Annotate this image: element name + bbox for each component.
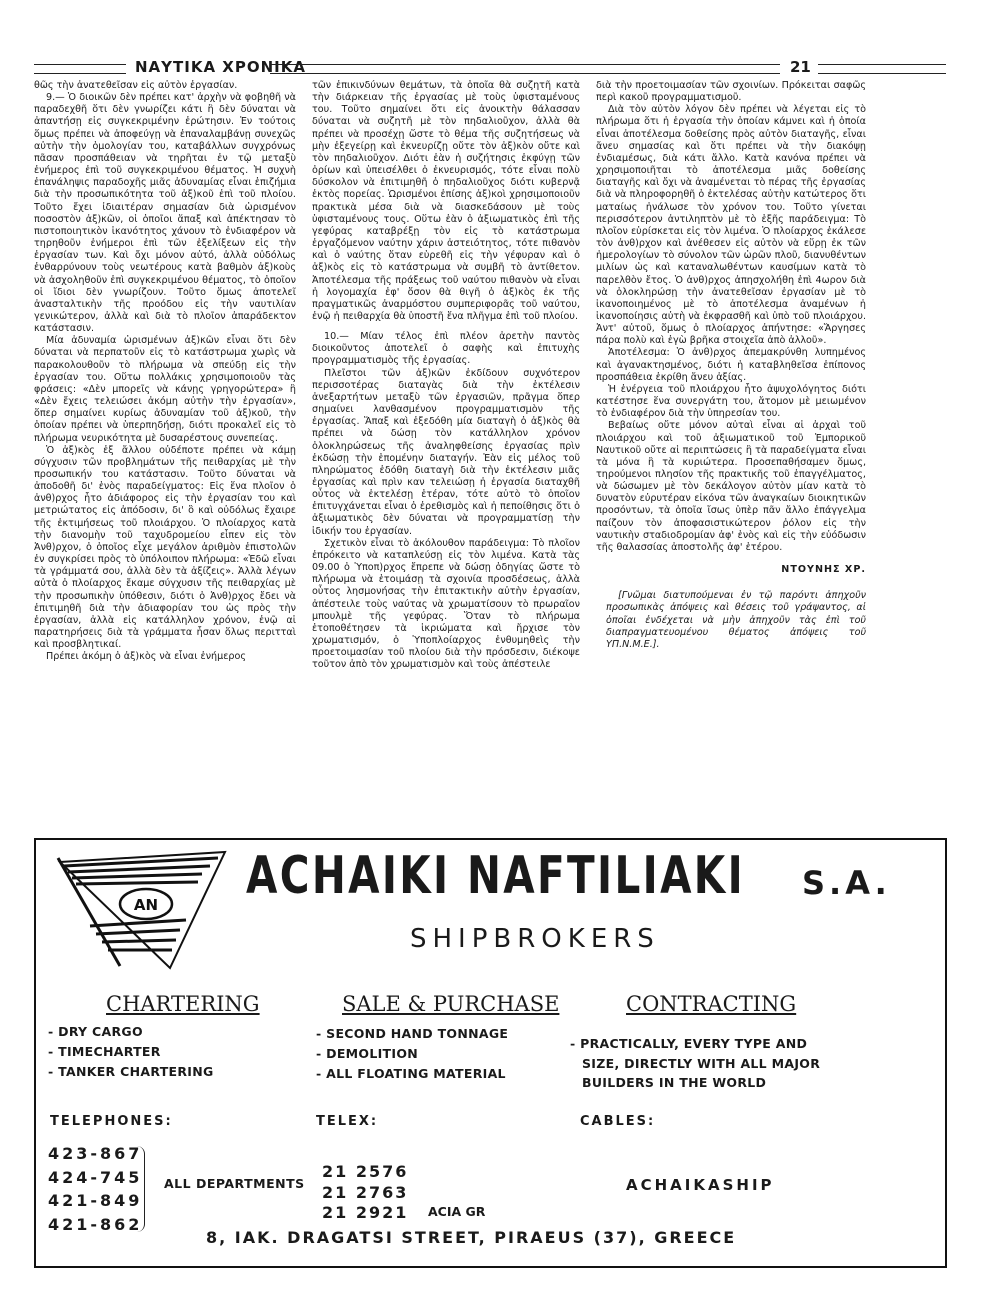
all-departments: ALL DEPARTMENTS <box>164 1176 305 1191</box>
telex-numbers <box>322 1162 408 1224</box>
paragraph: Μία ἀδυναμία ὡρισμένων ἀξ)κῶν εἶναι ὅτι δὲν δύναται νὰ περπατοῦν εἰς τὸ κατάστρωμα χωρὶς νὰ παρακολουθοῦν τὸ πλήρωμα νὰ σπεύδῃ εἰς τὴν ἐργασίαν του. Οὕτω πολλάκις χρησιμοποιοῦν τὰς φράσεις: «Δὲν μπορεῖς νὰ κάνῃς γρηγορώτερα» ἢ «Δὲν ἔχεις τελειώσει ἀκόμη αὐτὴν τὴν ἐργασίαν», ὅπερ σημαίνει κυρίως ἀδυναμίαν τοῦ ἀξ)κοῦ, τὴν ὁποίαν πρέπει νὰ ὑπερπηδήσῃ, διότι προκαλεῖ εἰς τὸ πλήρωμα νευρικότητα μὲ δυσαρέστους συνεπείας. <box>34 335 296 444</box>
telephone-numbers <box>48 1142 142 1236</box>
paragraph: Ἡ ἐνέργεια τοῦ πλοιάρχου ἦτο ἀψυχολόγητος διότι κατέστησε ἕνα συνεργάτη του, ἄτομον μὲ μειωμένον τὸ ἐνδιαφέρον διὰ τὴν ὑπηρεσίαν του. <box>596 383 866 420</box>
list-item: - TANKER CHARTERING <box>48 1064 214 1084</box>
telex-answerback: ACIA GR <box>428 1204 486 1219</box>
chartering-list <box>48 1024 214 1084</box>
contracting-heading: CONTRACTING <box>626 992 797 1016</box>
paragraph: Σχετικὸν εἶναι τὸ ἀκόλουθον παράδειγμα: Τὸ πλοῖον ἐπρόκειτο νὰ καταπλεύσῃ εἰς τὸν λιμένα. Κατὰ τὰς 09.00 ὁ Ὑποπ)ρχος ἔπρεπε νὰ δώσῃ ὁδηγίας ὥστε τὸ πλήρωμα νὰ ἑτοιμάσῃ τὰ σχοινία προσδέσεως, ἀλλὰ οὗτος λησμονήσας τὴν ἐπιτακτικὴν αὐτὴν ἐργασίαν, ἀπέστειλε τοὺς ναύτας νὰ χρωματίσουν τὸ πρωραῖον μπουλμὲ τῆς γεφύρας. Ὅταν τὸ πλήρωμα ἑτοποθέτησεν τὰ ἰκριώματα καὶ ἤρχισε τὸν χρωματισμόν, ὁ Ὑποπλοίαρχος ἐνθυμηθεὶς τὴν προετοιμασίαν τοῦ πλοίου διὰ τὴν πρόσδεσιν, διέκοψε τοῦτον ἀπὸ τὸν χρωματισμὸν καὶ τοὺς ἀπέστειλε <box>312 537 580 671</box>
list-item: - DRY CARGO <box>48 1024 214 1044</box>
page-number: 21 <box>790 58 811 76</box>
telex-label: TELEX: <box>316 1114 379 1129</box>
paragraph: Διὰ τὸν αὐτὸν λόγον δὲν πρέπει νὰ λέγεται εἰς τὸ πλήρωμα ὅτι ἡ ἐργασία τὴν ὁποίαν κάμνει καὶ ἡ ὁποία εἶναι ἀποτέλεσμα δοθείσης πρὸς αὐτὸν διαταγῆς, εἶναι ἄνευ σημασίας καὶ ὅτι πρέπει νὰ τὴν διακόψῃ ἐνδιαμέσως, διὰ κάτι ἄλλο. Κατὰ κανόνα πρέπει νὰ χρησιμοποιῆται τὸ ἀποτέλεσμα μιᾶς δοθείσης διαταγῆς καὶ ὄχι νὰ ἀναμένεται τὸ πέρας τῆς ἐργασίας διὰ νὰ πληροφορηθῆ ὁ ἐκτελέσας αὐτὴν κατώτερος ὅτι ματαίως ἠνάλωσε τὸν χρόνον του. Τοῦτο γίνεται περισσότερον ἀντιληπτὸν μὲ τὸ ἑξῆς παράδειγμα: Τὸ πλοῖον εὑρίσκεται εἰς τὸν λιμένα. Ὁ πλοίαρχος ἐκάλεσε τὸν ἀνθ)ρχον καὶ ἀνέθεσεν εἰς αὐτὸν νὰ εὕρῃ ἐκ τῶν ἡμερολογίων τὸ σύνολον τῶν ὡρῶν πλοῦ, διανυθέντων μιλίων ὡς καὶ καταναλωθέντων καυσίμων κατὰ τὸ παρελθὸν ἔτος. Ὁ ἀνθ)ρχος ἀπησχολήθη ἐπὶ 4ωρον διὰ νὰ ὁλοκληρώσῃ τὴν ἀνατεθεῖσαν ἐργασίαν μὲ τὸ ἱκανοποιημένος μὲ τὸ ἀποτέλεσμα ἀναμένων ἡ ἱκανοποίησις αὐτὴ νὰ ἐκφρασθῆ καὶ ὑπὸ τοῦ πλοιάρχου. Ἀντ' αὐτοῦ, ὅμως ὁ πλοίαρχος ἀπήντησε: «Ἄργησες πάρα πολὺ καὶ ἐγὼ βρῆκα στοιχεῖα ἀπὸ ἀλλοῦ». <box>596 104 866 347</box>
text-column-3 <box>596 80 866 651</box>
paragraph: Ὁ ἀξ)κὸς ἐξ ἄλλου οὐδέποτε πρέπει νὰ κάμῃ σύγχυσιν τῶν προβλημάτων τῆς πειθαρχίας μὲ τὴν προσωπικήν του κατάστασιν. Τοῦτο δύναται νὰ ἀποδοθῆ δι' ἑνὸς παραδείγματος: Εἰς ἕνα πλοῖον ὁ ἀνθ)ρχος ἦτο ἀδιάφορος εἰς τὴν ἐργασίαν του καὶ μετριώτατος εἰς ἀπόδοσιν, δι' ὃ καὶ οὐδόλως ἔχαιρε τῆς ἐκτιμήσεως τοῦ πλοιάρχου. Ὁ πλοίαρχος κατὰ τὴν διανομὴν τοῦ ταχυδρομείου εἶπεν εἰς τὸν Ἀνθ)ρχον, ὁ ὁποῖος εἶχε μεγάλον ἀριθμὸν ἐπιστολῶν ἐν συγκρίσει πρὸς τὸ ὑπόλοιπον πλήρωμα: «Ἐδῶ εἶναι τὰ γράμματά σου, ἀλλὰ δὲν τὰ ἀξίζεις». Ἀλλὰ λέγων αὐτὰ ὁ πλοίαρχος ἔκαμε σύγχυσιν τῆς πειθαρχίας μὲ τὴν προσωπικὴν ὑπόθεσιν, διότι ὁ Ἀνθ)ρχος ἔδει νὰ ἐπιτιμηθῆ διὰ τὴν ἀδιαφορίαν του ὡς πρὸς τὴν ἐργασίαν, ἀλλὰ εἰς κατάλληλον χρόνον, ἐνῷ αἱ παρατηρήσεις διὰ τὰ γράμματα ἦσαν ὅλως περιτταὶ καὶ προσβλητικαί. <box>34 444 296 651</box>
list-item: - TIMECHARTER <box>48 1044 214 1064</box>
sale-purchase-heading: SALE & PURCHASE <box>342 992 560 1016</box>
logo-monogram: AN <box>133 896 159 914</box>
telephones-label: TELEPHONES: <box>50 1114 173 1129</box>
list-item: - DEMOLITION <box>316 1046 508 1066</box>
street-address: 8, IAK. DRAGATSI STREET, PIRAEUS (37), GREECE <box>206 1228 737 1247</box>
running-title: ΝΑΥΤΙΚΑ ΧΡΟΝΙΚΑ <box>135 58 306 76</box>
paragraph: τῶν ἐπικινδύνων θεμάτων, τὰ ὁποῖα θὰ συζητῆ κατὰ τὴν διάρκειαν τῆς ἐργασίας μὲ τοὺς ὑφισταμένους του. Τοῦτο σημαίνει ὅτι εἰς ἀνοικτὴν θάλασσαν δύναται νὰ συζητῆ μὲ τὸν πηδαλιοῦχον, ἀλλὰ θὰ πρέπει νὰ προσέχῃ ὥστε τὸ θέμα τῆς συζητήσεως νὰ μὴν ἐξεγείρῃ καὶ ἐκνευρίζῃ οὔτε τὸν ἀξ)κὸν οὔτε καὶ τὸν πηδαλιοῦχον. Διότι ἐὰν ἡ συζήτησις ἐκφύγῃ τῶν ὁρίων καὶ ὑπεισέλθει ὁ ἐκνευρισμός, τότε εἶναι πολὺ δύσκολον νὰ ἐπιτιμηθῆ ὁ πηδαλιοῦχος διότι κυβερνᾷ ἐκτὸς πορείας. Ὡρισμένοι ἐπίσης ἀξ)κοὶ χρησιμοποιοῦν πρακτικὰ μέσα διὰ νὰ διασκεδάσουν μὲ τοὺς ὑφισταμένους τους. Οὕτω ἐὰν ὁ ἀξιωματικὸς ἐπὶ τῆς γεφύρας καταβρέξῃ τὸν εἰς τὸ κατάστρωμα ἐργαζόμενον ναύτην χάριν ἀστειότητος, τότε πιθανὸν καὶ ὁ ναύτης ὅταν εὑρεθῆ εἰς τὴν γέφυραν καὶ ὁ ἀξ)κὸς εἰς τὸ κατάστρωμα νὰ συμβῆ τὸ ἀντίθετον. Ἀποτέλεσμα τῆς πράξεως τοῦ ναύτου πιθανὸν νὰ εἶναι ἡ λογομαχία ἐφ' ὅσον θὰ θιγῆ ὁ ἀξ)κὸς ἐκ τῆς πραγματικῶς ἀναρμόστου συμπεριφορᾶς τοῦ ναύτου, ἐνῷ ἡ πειθαρχία θὰ ὑποστῆ ἕνα πλῆγμα ἐπὶ τοῦ πλοίου. <box>312 80 580 322</box>
phone-number: 424-745 <box>48 1167 143 1187</box>
header-rule-right <box>818 64 946 74</box>
header-rule-left <box>34 64 126 74</box>
paragraph: 9.— Ὁ διοικῶν δὲν πρέπει κατ' ἀρχὴν νὰ φοβηθῆ νὰ παραδεχθῆ ὅτι δὲν γνωρίζει κάτι ἢ δὲν δύναται νὰ ἀπαντήσῃ εἰς συγκεκριμένην ἐρώτησιν. Ἐν τούτοις ὅμως πρέπει νὰ ἀποφεύγῃ νὰ ἐπαναλαμβάνῃ συνεχῶς αὐτὴν τὴν ὁμολογίαν του, καταβάλλων συγχρόνως πᾶσαν προσπάθειαν νὰ τηρῆται ἐν τῷ μεταξὺ ἐνήμερος ἐπὶ τοῦ συγκεκριμένου θέματος. Ἡ συχνὴ ἐπανάληψις παραδοχῆς μιᾶς ἀδυναμίας εἶναι ἐπιζήμια διὰ τὴν προσωπικότητα τοῦ ἀξ)κοῦ ἐπὶ τοῦ πλοίου. Τοῦτο ἔχει ἰδιαιτέραν σημασίαν διὰ ὡρισμένον ποσοστὸν ἀξ)κῶν, οἱ ὁποῖοι ἅπαξ καὶ ἀπέκτησαν τὸ πιστοποιητικὸν ἱκανότητος χάνουν τὸ ἐνδιαφέρον νὰ τηρηθοῦν ἐνήμεροι ἐπὶ τῶν ἐξελίξεων εἰς τὴν ἐργασίαν των. Καὶ ὄχι μόνον αὐτό, ἀλλὰ οὐδόλως ἐνθαρρύνουν τοὺς νεωτέρους κατὰ βαθμὸν ἀξ)κοὺς νὰ ἀσχοληθοῦν ἐπὶ συγκεκριμένου θέματος, τὸ ὁποῖον οἱ ἴδιοι δὲν γνωρίζουν. Τοῦτο ὅμως ἀποτελεῖ ἀνασταλτικὴν τῆς προόδου εἰς τὴν ναυτιλίαν γενικώτερον, ἀλλὰ καὶ διὰ τὸ πλοῖον ἀπαράδεκτον κατάστασιν. <box>34 92 296 335</box>
company-tagline: SHIPBROKERS <box>410 924 660 954</box>
paragraph: Ἀποτέλεσμα: Ὁ ἀνθ)ρχος ἀπεμακρύνθη λυπημένος καὶ ἀγανακτησμένος, διότι ἡ καταβληθεῖσα ἐπίπονος προσπάθεια ἐκρίθη ἄνευ ἀξίας. <box>596 347 866 383</box>
paragraph: Πρέπει ἀκόμη ὁ ἀξ)κὸς νὰ εἶναι ἐνήμερος <box>46 651 247 663</box>
cables-label: CABLES: <box>580 1114 656 1129</box>
paragraph: Πλεῖστοι τῶν ἀξ)κῶν ἐκδίδουν συχνότερον περισσοτέρας διαταγὰς διὰ τὴν ἐκτέλεσιν ἀνεξαρτήτων μεταξὺ τῶν ἐργασιῶν, πρᾶγμα ὅπερ σημαίνει λανθασμένον προγραμματισμὸν τῆς ἐργασίας. Ἅπαξ καὶ ἐξεδόθη μία διαταγὴ ὁ ἀξ)κὸς θὰ πρέπει νὰ δώσῃ τὸν κατάλληλον χρόνον ὁλοκληρώσεως τῆς ἀναληφθείσης ἐργασίας πρὶν ἐκδώσῃ τὴν ἑπομένην διαταγήν. Ἐὰν εἰς μέλος τοῦ πληρώματος ἐδόθη διαταγὴ διὰ τὴν ἐκτέλεσιν μιᾶς ἐργασίας καὶ πρὶν καν τελειώσῃ ἡ ἐργασία διαταχθῆ οὗτος νὰ ἐκτελέσῃ ἑτέραν, τότε αὐτὸ τὸ ὁποῖον ἐπιτυγχάνεται εἶναι ὁ ἐρεθισμὸς καὶ ἡ πεποίθησις ὅτι ὁ ἀξιωματικὸς δὲν δύναται νὰ προγραμματίσῃ τὴν ἰδικήν του ἐργασίαν. <box>312 367 580 537</box>
list-item: - SECOND HAND TONNAGE <box>316 1026 508 1046</box>
phone-brace <box>136 1146 145 1232</box>
list-item: - ALL FLOATING MATERIAL <box>316 1066 508 1086</box>
paragraph: θῶς τὴν ἀνατεθεῖσαν εἰς αὐτὸν ἐργασίαν. <box>34 80 238 91</box>
paragraph: Βεβαίως οὔτε μόνον αὐταὶ εἶναι αἱ ἀρχαὶ τοῦ πλοιάρχου καὶ τοῦ ἀξιωματικοῦ τοῦ Ἐμπορικοῦ Ναυτικοῦ οὔτε αἱ περιπτώσεις ἢ τὰ παραδείγματα εἶναι τὰ μόνα ἢ τὰ κυριώτερα. Προσεπαθήσαμεν ὅμως, τηρούμενοι πλησίον τῆς πρακτικῆς τοῦ ἐπαγγέλματος, νὰ δώσωμεν μὲ τὸν δεκάλογον αὐτὸν μίαν κατὰ τὸ δυνατὸν εὐρυτέραν εἰκόνα τῶν ἀναγκαίων διοικητικῶν προσόντων, τὰ ὁποῖα ἴσως ὑπὲρ πᾶν ἄλλο ἐπάγγελμα παίζουν τὸν ἀποφασιστικώτερον ῥόλον εἰς τὴν ναυτικὴν σταδιοδρομίαν ἀφ' ἑνὸς καὶ εἰς τὴν εὐόδωσιν τῆς θαλασσίας ἀποστολῆς ἀφ' ἑτέρου. <box>596 420 866 553</box>
text-column-2 <box>312 80 580 672</box>
telex-number: 21 2921 <box>322 1203 409 1222</box>
paragraph: διὰ τὴν προετοιμασίαν τῶν σχοινίων. Πρόκειται σαφῶς περὶ κακοῦ προγραμματισμοῦ. <box>596 80 866 104</box>
contracting-description: - PRACTICALLY, EVERY TYPE AND SIZE, DIRECTLY WITH ALL MAJOR BUILDERS IN THE WORLD <box>582 1034 842 1093</box>
telex-number: 21 2763 <box>322 1182 409 1202</box>
chartering-heading: CHARTERING <box>106 992 260 1016</box>
phone-number: 423-867 <box>48 1144 143 1163</box>
company-suffix: S.A. <box>802 864 891 902</box>
phone-number: 421-862 <box>48 1214 143 1234</box>
header-rule-middle <box>270 64 780 74</box>
phone-number: 421-849 <box>48 1191 143 1210</box>
flag-logo-icon <box>50 850 230 970</box>
author-signature: ΝΤΟΥΝΗΣ ΧΡ. <box>781 564 866 576</box>
text-column-1 <box>34 80 296 664</box>
advertisement <box>34 838 947 1268</box>
telex-number: 21 2576 <box>322 1162 409 1181</box>
paragraph: 10.— Μίαν τέλος ἐπὶ πλέον ἀρετὴν παντὸς διοικοῦντος ἀποτελεῖ ὁ σαφὴς καὶ ἐπιτυχὴς προγραμματισμὸς τῆς ἐργασίας. <box>312 331 580 367</box>
cable-address: ACHAIKASHIP <box>626 1176 775 1194</box>
sale-purchase-list <box>316 1026 508 1086</box>
company-name: ACHAIKI NAFTILIAKI <box>246 846 746 906</box>
editorial-note: [Γνῶμαι διατυπούμεναι ἐν τῷ παρόντι ἀπηχοῦν προσωπικὰς ἀπόψεις καὶ θέσεις τοῦ γράψαντος, αἱ ὁποῖαι ἐνδέχεται νὰ μὴν ἀπηχοῦν τὰς ἐπὶ τοῦ διαπραγματευομένου θέματος ἀπόψεις τοῦ ΥΠ.Ν.Μ.Ε.]. <box>606 590 866 650</box>
